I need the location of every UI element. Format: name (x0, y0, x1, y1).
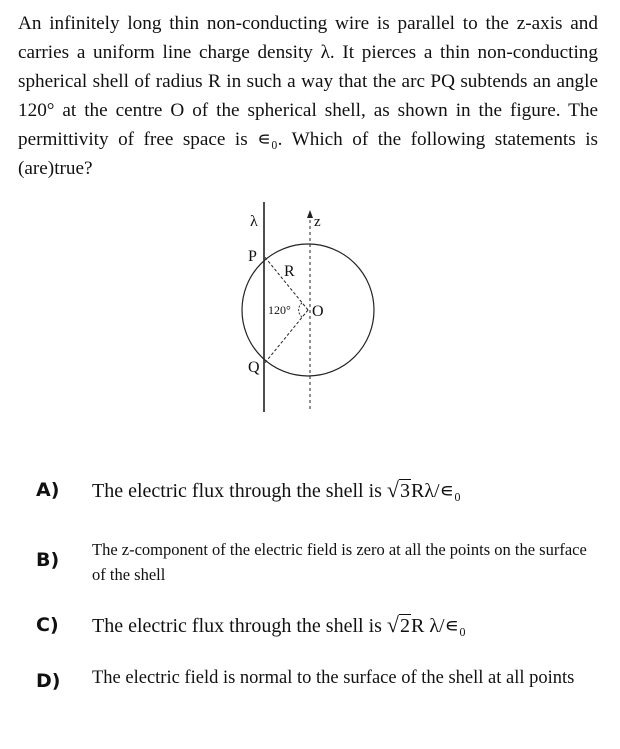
centre-o-label: O (312, 303, 324, 320)
z-label: z (314, 214, 321, 230)
radicand-2: 2 (400, 615, 410, 637)
option-d-text: The electric field is normal to the surface of the shell at all points (92, 668, 575, 688)
point-p-label: P (248, 248, 257, 265)
option-c-letter: C) (36, 614, 59, 636)
option-c-text (92, 612, 466, 638)
z-axis-arrowhead (307, 210, 313, 218)
figure-svg (230, 200, 390, 420)
angle-arc (299, 303, 302, 317)
option-c-post: R λ/∊₀ (411, 615, 466, 637)
option-b-text: The z-component of the electric field is zero at all the points on the surface of the shell (92, 540, 587, 584)
sphere-wire-figure (230, 200, 390, 420)
question-text: An infinitely long thin non-conducting wire is parallel to the z-axis and carries a uniform line charge density λ. It pierces a thin non-conducting spherical shell of radius R in such a way that the arc PQ subtends an angle 120° at the centre O of the spherical shell, as shown in the figure. The permittivity of free space is ∊₀. Which of the following statements is (are)true? (18, 13, 598, 179)
point-q-label: Q (248, 359, 260, 376)
option-c-pre: The electric flux through the shell is (92, 615, 387, 637)
angle-label: 120° (268, 303, 291, 317)
option-d-letter: D) (36, 670, 61, 692)
radius-oq (264, 310, 308, 364)
option-a-pre: The electric flux through the shell is (92, 480, 387, 502)
radicand-3: 3 (400, 480, 410, 502)
sqrt-3: √3 (386, 477, 410, 502)
sqrt-2: √2 (386, 612, 410, 637)
option-a-letter: A) (36, 479, 60, 501)
option-a-post: Rλ/∊₀ (411, 480, 461, 502)
lambda-label: λ (250, 213, 258, 230)
radius-r-label: R (284, 263, 295, 280)
option-b-letter: B) (36, 549, 60, 571)
option-a-text (92, 477, 461, 503)
